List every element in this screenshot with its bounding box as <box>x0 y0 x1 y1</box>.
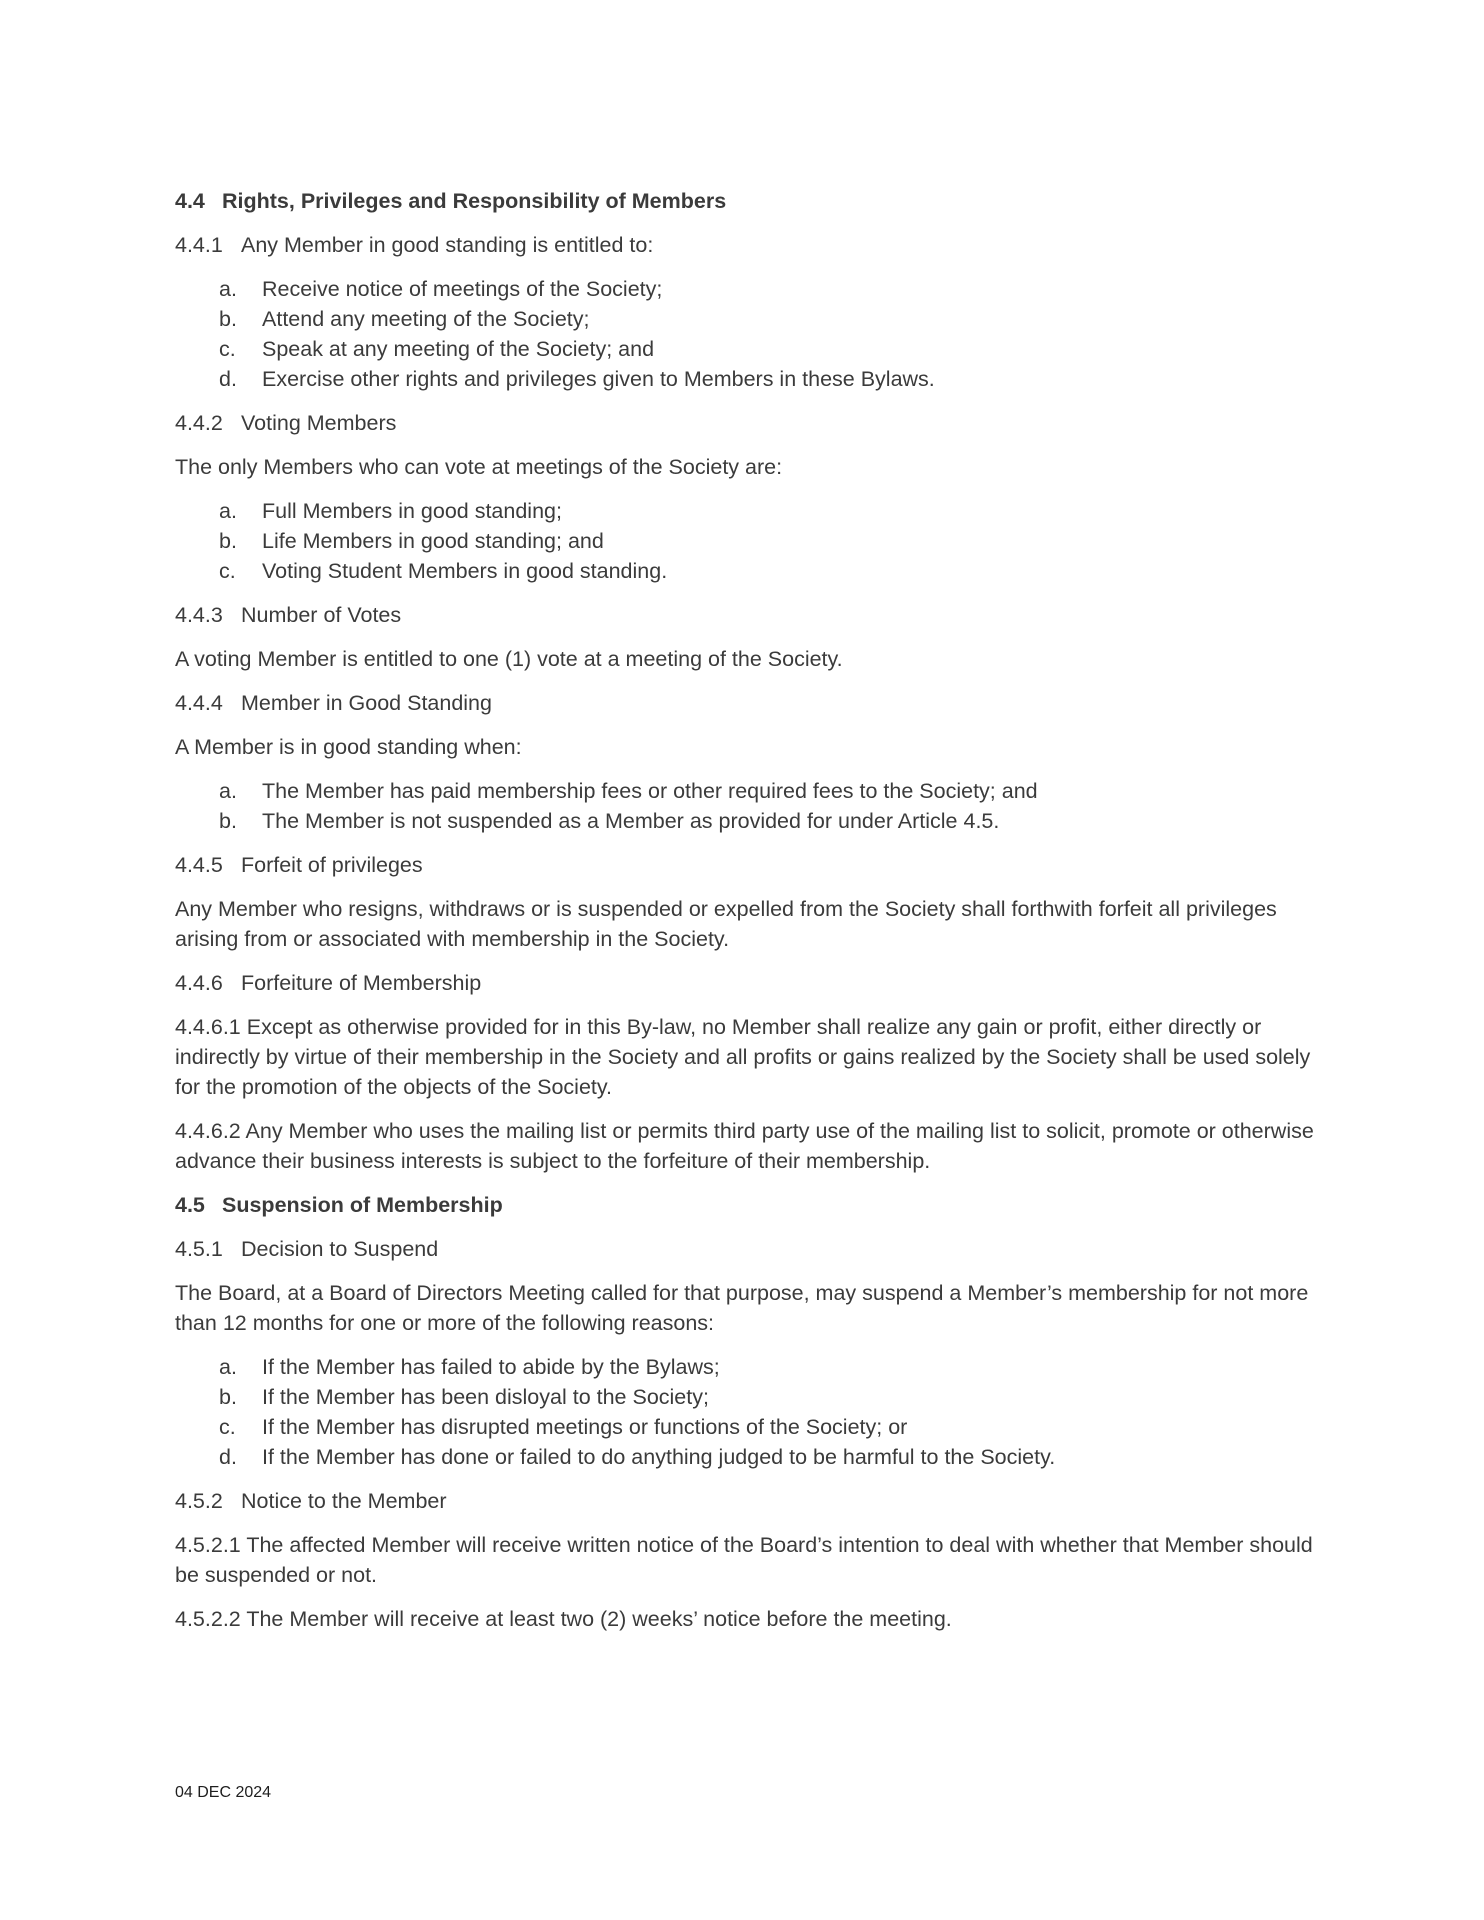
list-item: a. Receive notice of meetings of the Society; <box>219 277 663 301</box>
list-item: b. Attend any meeting of the Society; <box>219 307 590 331</box>
list-item: a. Full Members in good standing; <box>219 499 562 523</box>
paragraph: The Board, at a Board of Directors Meeting called for that purpose, may suspend a Member’s membership for not more than 12 months for one or more of the following reasons: <box>175 1281 1309 1335</box>
subsection-4-4-1: 4.4.1 Any Member in good standing is entitled to: <box>175 233 654 257</box>
subsection-4-4-4: 4.4.4 Member in Good Standing <box>175 691 492 715</box>
list-item: c. Voting Student Members in good standing. <box>219 559 668 583</box>
paragraph: 4.5.2.1 The affected Member will receive written notice of the Board’s intention to deal with whether that Member should be suspended or not. <box>175 1533 1313 1587</box>
section-heading-4-4: 4.4 Rights, Privileges and Responsibility of Members <box>175 189 727 213</box>
document-body <box>175 186 1315 1648</box>
list-item: b. Life Members in good standing; and <box>219 529 604 553</box>
paragraph: 4.4.6.2 Any Member who uses the mailing list or permits third party use of the mailing list to solicit, promote or otherwise advance their business interests is subject to the forfeiture of their membership. <box>175 1119 1314 1173</box>
list-item: a. The Member has paid membership fees or other required fees to the Society; and <box>219 779 1038 803</box>
list-item: d. If the Member has done or failed to do anything judged to be harmful to the Society. <box>219 1445 1056 1469</box>
subsection-4-4-3: 4.4.3 Number of Votes <box>175 603 402 627</box>
section-heading-4-5: 4.5 Suspension of Membership <box>175 1193 503 1217</box>
list-item: b. If the Member has been disloyal to the Society; <box>219 1385 709 1409</box>
paragraph: Any Member who resigns, withdraws or is suspended or expelled from the Society shall forthwith forfeit all privileges arising from or associated with membership in the Society. <box>175 897 1277 951</box>
subsection-4-4-5: 4.4.5 Forfeit of privileges <box>175 853 423 877</box>
subsection-4-5-1: 4.5.1 Decision to Suspend <box>175 1237 439 1261</box>
subsection-4-5-2: 4.5.2 Notice to the Member <box>175 1489 447 1513</box>
paragraph: A Member is in good standing when: <box>175 735 522 759</box>
subsection-4-4-6: 4.4.6 Forfeiture of Membership <box>175 971 482 995</box>
list-item: a. If the Member has failed to abide by the Bylaws; <box>219 1355 720 1379</box>
list-item: d. Exercise other rights and privileges given to Members in these Bylaws. <box>219 367 935 391</box>
list-item: b. The Member is not suspended as a Member as provided for under Article 4.5. <box>219 809 1000 833</box>
paragraph: 4.5.2.2 The Member will receive at least two (2) weeks’ notice before the meeting. <box>175 1607 952 1631</box>
footer-date: 04 DEC 2024 <box>175 1784 272 1801</box>
voting-members-list <box>175 496 1315 586</box>
list-item: c. If the Member has disrupted meetings or functions of the Society; or <box>219 1415 908 1439</box>
paragraph: 4.4.6.1 Except as otherwise provided for in this By-law, no Member shall realize any gain or profit, either directly or indirectly by virtue of their membership in the Society and all profits or gains realized by the Society shall be used solely for the promotion of the objects of the Society. <box>175 1015 1311 1099</box>
paragraph: The only Members who can vote at meetings of the Society are: <box>175 455 783 479</box>
good-standing-list <box>175 776 1315 836</box>
subsection-4-4-2: 4.4.2 Voting Members <box>175 411 397 435</box>
paragraph: A voting Member is entitled to one (1) vote at a meeting of the Society. <box>175 647 843 671</box>
suspension-reasons-list <box>175 1352 1315 1472</box>
entitlements-list <box>175 274 1315 394</box>
list-item: c. Speak at any meeting of the Society; and <box>219 337 655 361</box>
